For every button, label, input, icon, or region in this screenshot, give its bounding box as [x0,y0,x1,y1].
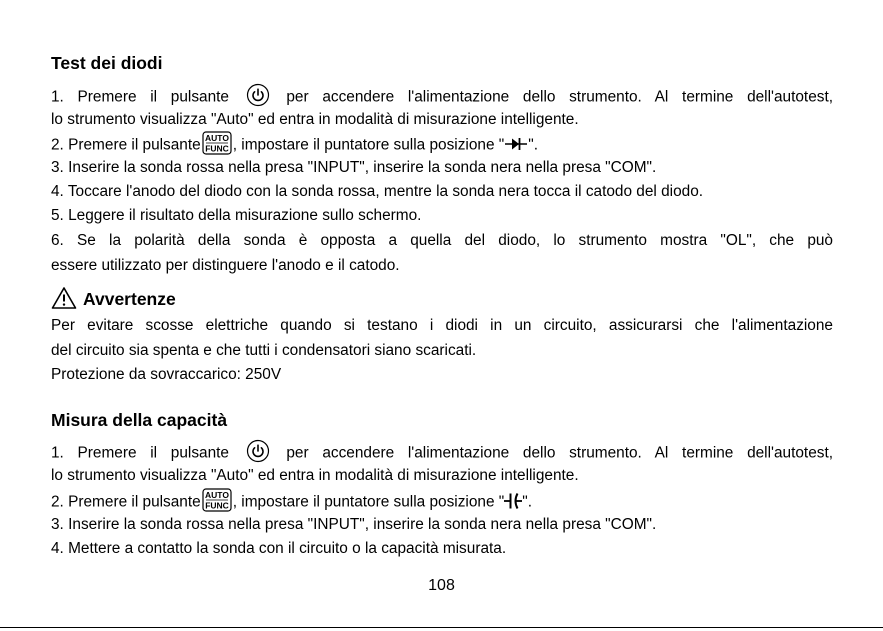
capacitor-symbol-icon [504,492,522,510]
bottom-rule [0,627,883,628]
capacitance-step-2 [51,490,833,512]
func-key-label: FUNC [204,500,229,511]
diodes-step-2 [51,133,833,155]
diodes-step-2-text-a: 2. Premere il pulsante [51,136,201,154]
diodes-step-1 [51,88,833,107]
capacitance-step-1-text-b: per accendere l'alimentazione dello strumento. Al termine dell'autotest, [286,444,833,462]
capacitance-step-1 [51,444,833,463]
auto-key-label: AUTO [204,490,229,500]
capacitance-step-4: 4. Mettere a contatto la sonda con il circuito o la capacità misurata. [51,540,507,557]
capacitance-step-2-text-c: ". [522,493,532,511]
warning-title [51,291,176,310]
diodes-step-1-cont: lo strumento visualizza "Auto" ed entra in modalità di misurazione intelligente. [51,111,579,128]
page-number: 108 [428,577,455,594]
capacitance-step-3: 3. Inserire la sonda rossa nella presa "INPUT", inserire la sonda nera nella presa "COM". [51,516,657,533]
warning-text-line-1: Per evitare scosse elettriche quando si testano i diodi in un circuito, assicurarsi che l'alimentazione [51,317,833,334]
warning-triangle-icon [51,286,77,310]
diodes-step-3: 3. Inserire la sonda rossa nella presa "INPUT", inserire la sonda nera nella presa "COM". [51,159,657,176]
diode-symbol-icon [505,137,527,151]
warning-title-text: Avvertenze [83,289,176,310]
overload-protection: Protezione da sovraccarico: 250V [51,366,282,383]
diodes-step-1-text-b: per accendere l'alimentazione dello strumento. Al termine dell'autotest, [286,88,833,106]
auto-func-key-icon [202,131,232,155]
power-button-icon [246,83,270,107]
auto-func-key-icon [202,488,232,512]
section-title-capacitance: Misura della capacità [51,410,228,430]
diodes-step-6-cont: essere utilizzato per distinguere l'anodo e il catodo. [51,257,400,274]
func-key-label: FUNC [204,143,229,154]
capacitance-step-2-text-a: 2. Premere il pulsante [51,493,201,511]
diodes-step-1-text-a: 1. Premere il pulsante [51,88,229,106]
diodes-step-2-text-b: , impostare il puntatore sulla posizione " [232,136,505,154]
capacitance-step-1-cont: lo strumento visualizza "Auto" ed entra in modalità di misurazione intelligente. [51,467,579,484]
capacitance-step-2-text-b: , impostare il puntatore sulla posizione " [232,493,505,511]
warning-text-line-2: del circuito sia spenta e che tutti i condensatori siano scaricati. [51,342,477,359]
diodes-step-4: 4. Toccare l'anodo del diodo con la sonda rossa, mentre la sonda nera tocca il catodo del diodo. [51,183,704,200]
diodes-step-5: 5. Leggere il risultato della misurazione sullo schermo. [51,207,422,224]
diodes-step-6: 6. Se la polarità della sonda è opposta a quella del diodo, lo strumento mostra "OL", che può [51,232,833,249]
diodes-step-2-text-c: ". [528,136,538,154]
capacitance-step-1-text-a: 1. Premere il pulsante [51,444,229,462]
power-button-icon [246,439,270,463]
auto-key-label: AUTO [204,133,229,143]
section-title-diodes: Test dei diodi [51,53,163,73]
